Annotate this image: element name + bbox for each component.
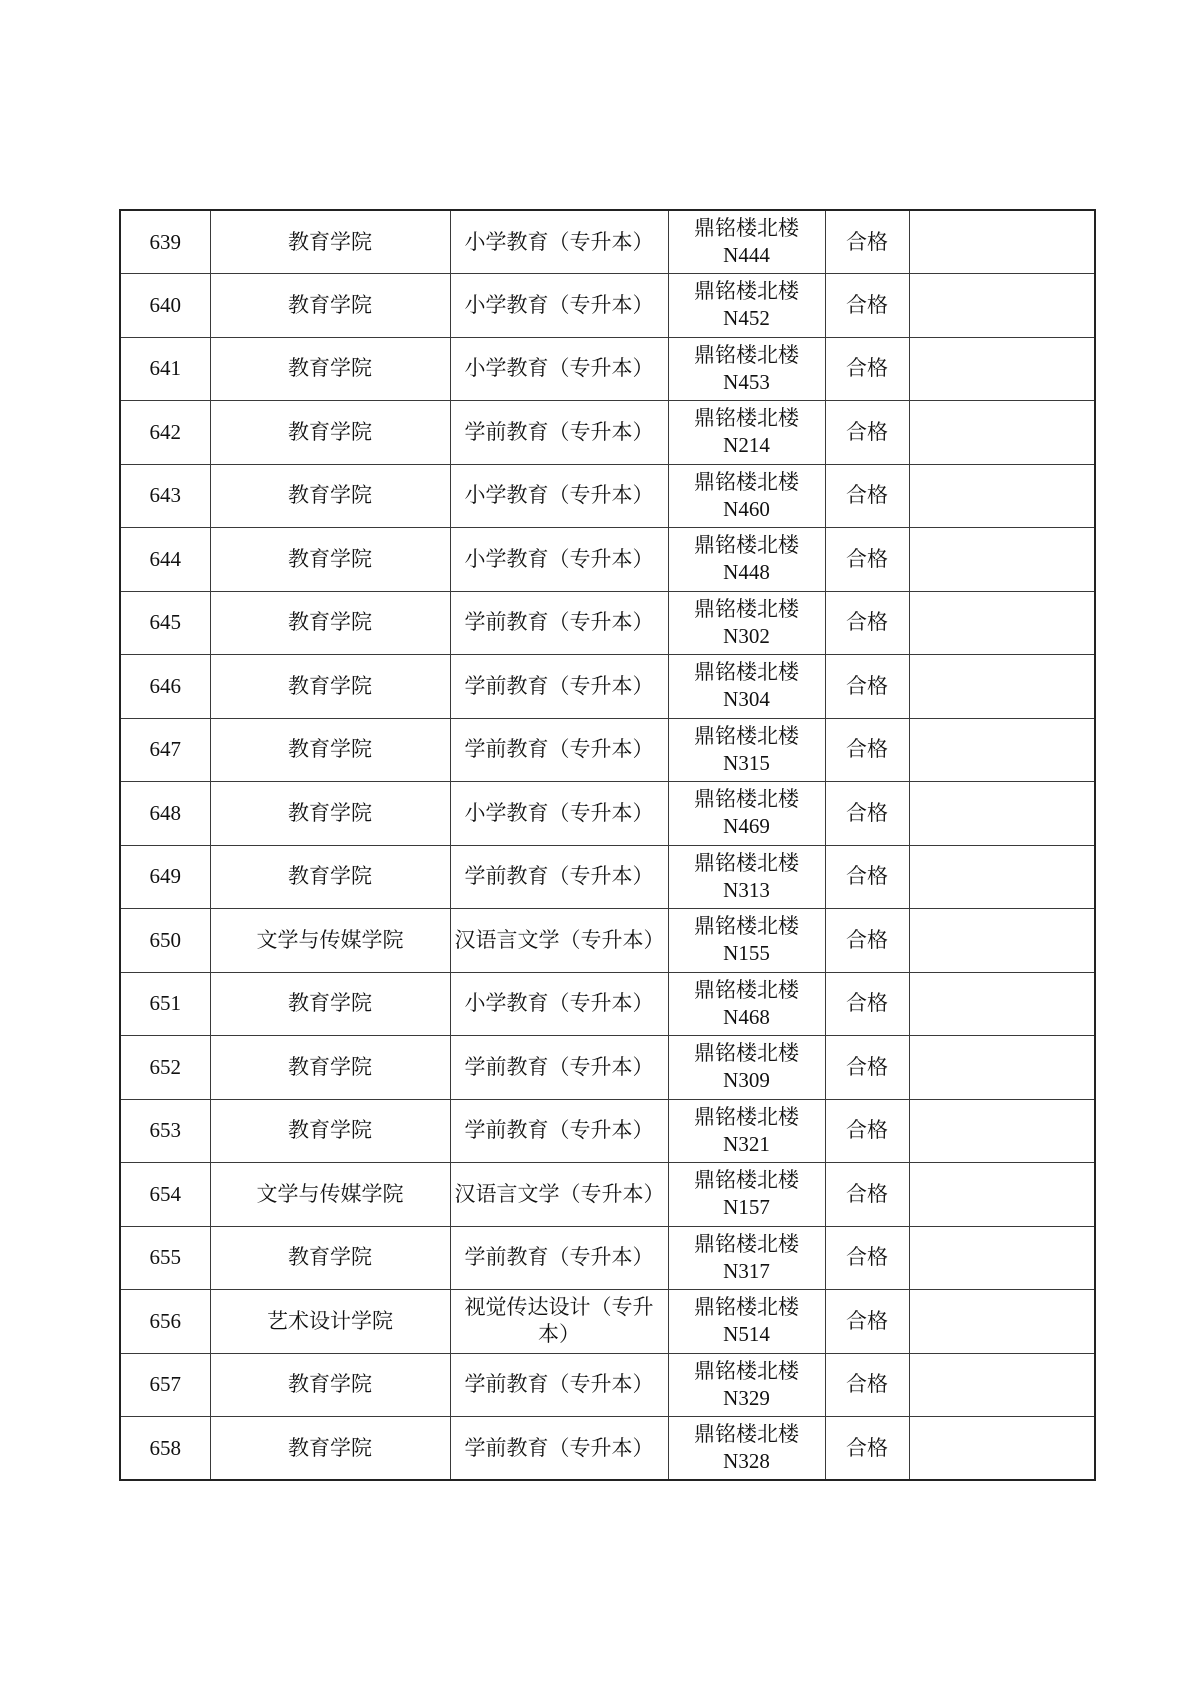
cell-college: 艺术设计学院 (210, 1290, 450, 1354)
location-building: 鼎铭楼北楼 (694, 469, 799, 494)
cell-result: 合格 (825, 1290, 909, 1354)
cell-location (668, 845, 825, 909)
cell-result: 合格 (825, 528, 909, 592)
location-room: N321 (723, 1131, 770, 1156)
cell-id: 651 (120, 972, 210, 1036)
table-row (120, 909, 1095, 973)
cell-result: 合格 (825, 1353, 909, 1417)
location-room: N304 (723, 687, 770, 712)
cell-id: 641 (120, 337, 210, 401)
location-building: 鼎铭楼北楼 (694, 787, 799, 812)
cell-location (668, 1036, 825, 1100)
cell-note (909, 401, 1095, 465)
cell-id: 649 (120, 845, 210, 909)
location-room: N317 (723, 1258, 770, 1283)
cell-college: 教育学院 (210, 845, 450, 909)
cell-college: 教育学院 (210, 337, 450, 401)
location-room: N469 (723, 814, 770, 839)
cell-note (909, 782, 1095, 846)
table-row (120, 464, 1095, 528)
cell-major: 小学教育（专升本） (450, 464, 668, 528)
location-building: 鼎铭楼北楼 (694, 1041, 799, 1066)
table-row (120, 1417, 1095, 1481)
cell-id: 639 (120, 210, 210, 274)
location-room: N448 (723, 560, 770, 585)
cell-note (909, 274, 1095, 338)
cell-location (668, 528, 825, 592)
cell-location (668, 401, 825, 465)
table-row (120, 1099, 1095, 1163)
cell-result: 合格 (825, 782, 909, 846)
cell-id: 657 (120, 1353, 210, 1417)
cell-location (668, 782, 825, 846)
location-building: 鼎铭楼北楼 (694, 914, 799, 939)
cell-result: 合格 (825, 1226, 909, 1290)
cell-major: 学前教育（专升本） (450, 1226, 668, 1290)
cell-result: 合格 (825, 845, 909, 909)
cell-major: 学前教育（专升本） (450, 845, 668, 909)
table-row (120, 1163, 1095, 1227)
table-row (120, 210, 1095, 274)
cell-result: 合格 (825, 591, 909, 655)
cell-result: 合格 (825, 718, 909, 782)
table-row (120, 1226, 1095, 1290)
location-building: 鼎铭楼北楼 (694, 850, 799, 875)
cell-id: 640 (120, 274, 210, 338)
cell-note (909, 909, 1095, 973)
cell-id: 647 (120, 718, 210, 782)
cell-note (909, 1036, 1095, 1100)
cell-location (668, 655, 825, 719)
location-building: 鼎铭楼北楼 (694, 1422, 799, 1446)
location-room: N460 (723, 496, 770, 521)
cell-note (909, 972, 1095, 1036)
cell-note (909, 1353, 1095, 1417)
cell-note (909, 337, 1095, 401)
cell-result: 合格 (825, 210, 909, 274)
cell-note (909, 210, 1095, 274)
cell-id: 646 (120, 655, 210, 719)
location-room: N329 (723, 1385, 770, 1410)
cell-result: 合格 (825, 972, 909, 1036)
cell-college: 教育学院 (210, 1353, 450, 1417)
location-room: N157 (723, 1195, 770, 1220)
cell-result: 合格 (825, 274, 909, 338)
cell-major: 学前教育（专升本） (450, 1036, 668, 1100)
cell-location (668, 1226, 825, 1290)
cell-location (668, 972, 825, 1036)
cell-major: 小学教育（专升本） (450, 274, 668, 338)
cell-result: 合格 (825, 401, 909, 465)
table-row (120, 1353, 1095, 1417)
cell-college: 教育学院 (210, 464, 450, 528)
cell-major: 小学教育（专升本） (450, 972, 668, 1036)
location-room: N302 (723, 623, 770, 648)
cell-major: 汉语言文学（专升本） (450, 1163, 668, 1227)
cell-id: 642 (120, 401, 210, 465)
cell-location (668, 1099, 825, 1163)
table-row (120, 972, 1095, 1036)
cell-id: 643 (120, 464, 210, 528)
cell-location (668, 591, 825, 655)
location-room: N155 (723, 941, 770, 966)
cell-id: 655 (120, 1226, 210, 1290)
cell-college: 教育学院 (210, 210, 450, 274)
cell-result: 合格 (825, 909, 909, 973)
cell-college: 教育学院 (210, 591, 450, 655)
cell-id: 644 (120, 528, 210, 592)
location-room: N468 (723, 1004, 770, 1029)
location-building: 鼎铭楼北楼 (694, 533, 799, 558)
location-room: N452 (723, 306, 770, 331)
cell-college: 教育学院 (210, 1036, 450, 1100)
cell-id: 652 (120, 1036, 210, 1100)
cell-college: 教育学院 (210, 718, 450, 782)
cell-note (909, 591, 1095, 655)
cell-result: 合格 (825, 464, 909, 528)
cell-result: 合格 (825, 655, 909, 719)
table-row (120, 591, 1095, 655)
cell-note (909, 464, 1095, 528)
location-room: N328 (723, 1449, 770, 1473)
cell-college: 教育学院 (210, 782, 450, 846)
location-room: N514 (723, 1322, 770, 1347)
location-room: N309 (723, 1068, 770, 1093)
cell-note (909, 1417, 1095, 1481)
cell-location (668, 274, 825, 338)
table-row (120, 718, 1095, 782)
location-building: 鼎铭楼北楼 (694, 1168, 799, 1193)
location-building: 鼎铭楼北楼 (694, 342, 799, 367)
table-row (120, 337, 1095, 401)
cell-result: 合格 (825, 1036, 909, 1100)
cell-major: 汉语言文学（专升本） (450, 909, 668, 973)
cell-id: 648 (120, 782, 210, 846)
cell-note (909, 528, 1095, 592)
location-building: 鼎铭楼北楼 (694, 406, 799, 431)
cell-id: 645 (120, 591, 210, 655)
location-building: 鼎铭楼北楼 (694, 596, 799, 621)
cell-major: 学前教育（专升本） (450, 718, 668, 782)
location-building: 鼎铭楼北楼 (694, 1104, 799, 1129)
location-building: 鼎铭楼北楼 (694, 1358, 799, 1383)
location-room: N453 (723, 369, 770, 394)
cell-location (668, 337, 825, 401)
location-building: 鼎铭楼北楼 (694, 1231, 799, 1256)
table-row (120, 845, 1095, 909)
location-building: 鼎铭楼北楼 (694, 723, 799, 748)
cell-location (668, 1353, 825, 1417)
cell-major: 小学教育（专升本） (450, 210, 668, 274)
cell-location (668, 718, 825, 782)
cell-major: 学前教育（专升本） (450, 1417, 668, 1481)
table-row (120, 782, 1095, 846)
cell-note (909, 655, 1095, 719)
cell-college: 教育学院 (210, 1226, 450, 1290)
cell-college: 教育学院 (210, 274, 450, 338)
cell-college: 文学与传媒学院 (210, 909, 450, 973)
cell-major: 学前教育（专升本） (450, 1353, 668, 1417)
cell-location (668, 1417, 825, 1481)
cell-result: 合格 (825, 337, 909, 401)
cell-college: 教育学院 (210, 1417, 450, 1481)
cell-college: 教育学院 (210, 528, 450, 592)
table-row (120, 401, 1095, 465)
location-building: 鼎铭楼北楼 (694, 216, 799, 240)
cell-location (668, 909, 825, 973)
cell-id: 658 (120, 1417, 210, 1481)
location-building: 鼎铭楼北楼 (694, 1295, 799, 1320)
location-room: N214 (723, 433, 770, 458)
cell-note (909, 1290, 1095, 1354)
cell-note (909, 1226, 1095, 1290)
cell-college: 教育学院 (210, 972, 450, 1036)
table-row (120, 528, 1095, 592)
table-row (120, 655, 1095, 719)
cell-major: 小学教育（专升本） (450, 528, 668, 592)
cell-major: 学前教育（专升本） (450, 1099, 668, 1163)
cell-id: 654 (120, 1163, 210, 1227)
cell-location (668, 1163, 825, 1227)
table-row (120, 1036, 1095, 1100)
exam-results-table (119, 209, 1096, 1481)
cell-id: 653 (120, 1099, 210, 1163)
cell-location (668, 1290, 825, 1354)
cell-result: 合格 (825, 1099, 909, 1163)
location-building: 鼎铭楼北楼 (694, 977, 799, 1002)
results-table-body (120, 210, 1095, 1480)
cell-major: 视觉传达设计（专升本） (450, 1290, 668, 1354)
location-room: N444 (723, 243, 770, 267)
cell-college: 教育学院 (210, 401, 450, 465)
cell-note (909, 845, 1095, 909)
cell-college: 教育学院 (210, 1099, 450, 1163)
location-room: N313 (723, 877, 770, 902)
table-row (120, 1290, 1095, 1354)
cell-id: 650 (120, 909, 210, 973)
cell-result: 合格 (825, 1417, 909, 1481)
cell-college: 教育学院 (210, 655, 450, 719)
cell-major: 小学教育（专升本） (450, 782, 668, 846)
cell-major: 学前教育（专升本） (450, 655, 668, 719)
cell-college: 文学与传媒学院 (210, 1163, 450, 1227)
location-building: 鼎铭楼北楼 (694, 660, 799, 685)
location-building: 鼎铭楼北楼 (694, 279, 799, 304)
cell-major: 学前教育（专升本） (450, 401, 668, 465)
cell-note (909, 718, 1095, 782)
cell-note (909, 1163, 1095, 1227)
cell-result: 合格 (825, 1163, 909, 1227)
cell-major: 学前教育（专升本） (450, 591, 668, 655)
cell-major: 小学教育（专升本） (450, 337, 668, 401)
cell-note (909, 1099, 1095, 1163)
location-room: N315 (723, 750, 770, 775)
cell-id: 656 (120, 1290, 210, 1354)
table-row (120, 274, 1095, 338)
cell-location (668, 464, 825, 528)
cell-location (668, 210, 825, 274)
